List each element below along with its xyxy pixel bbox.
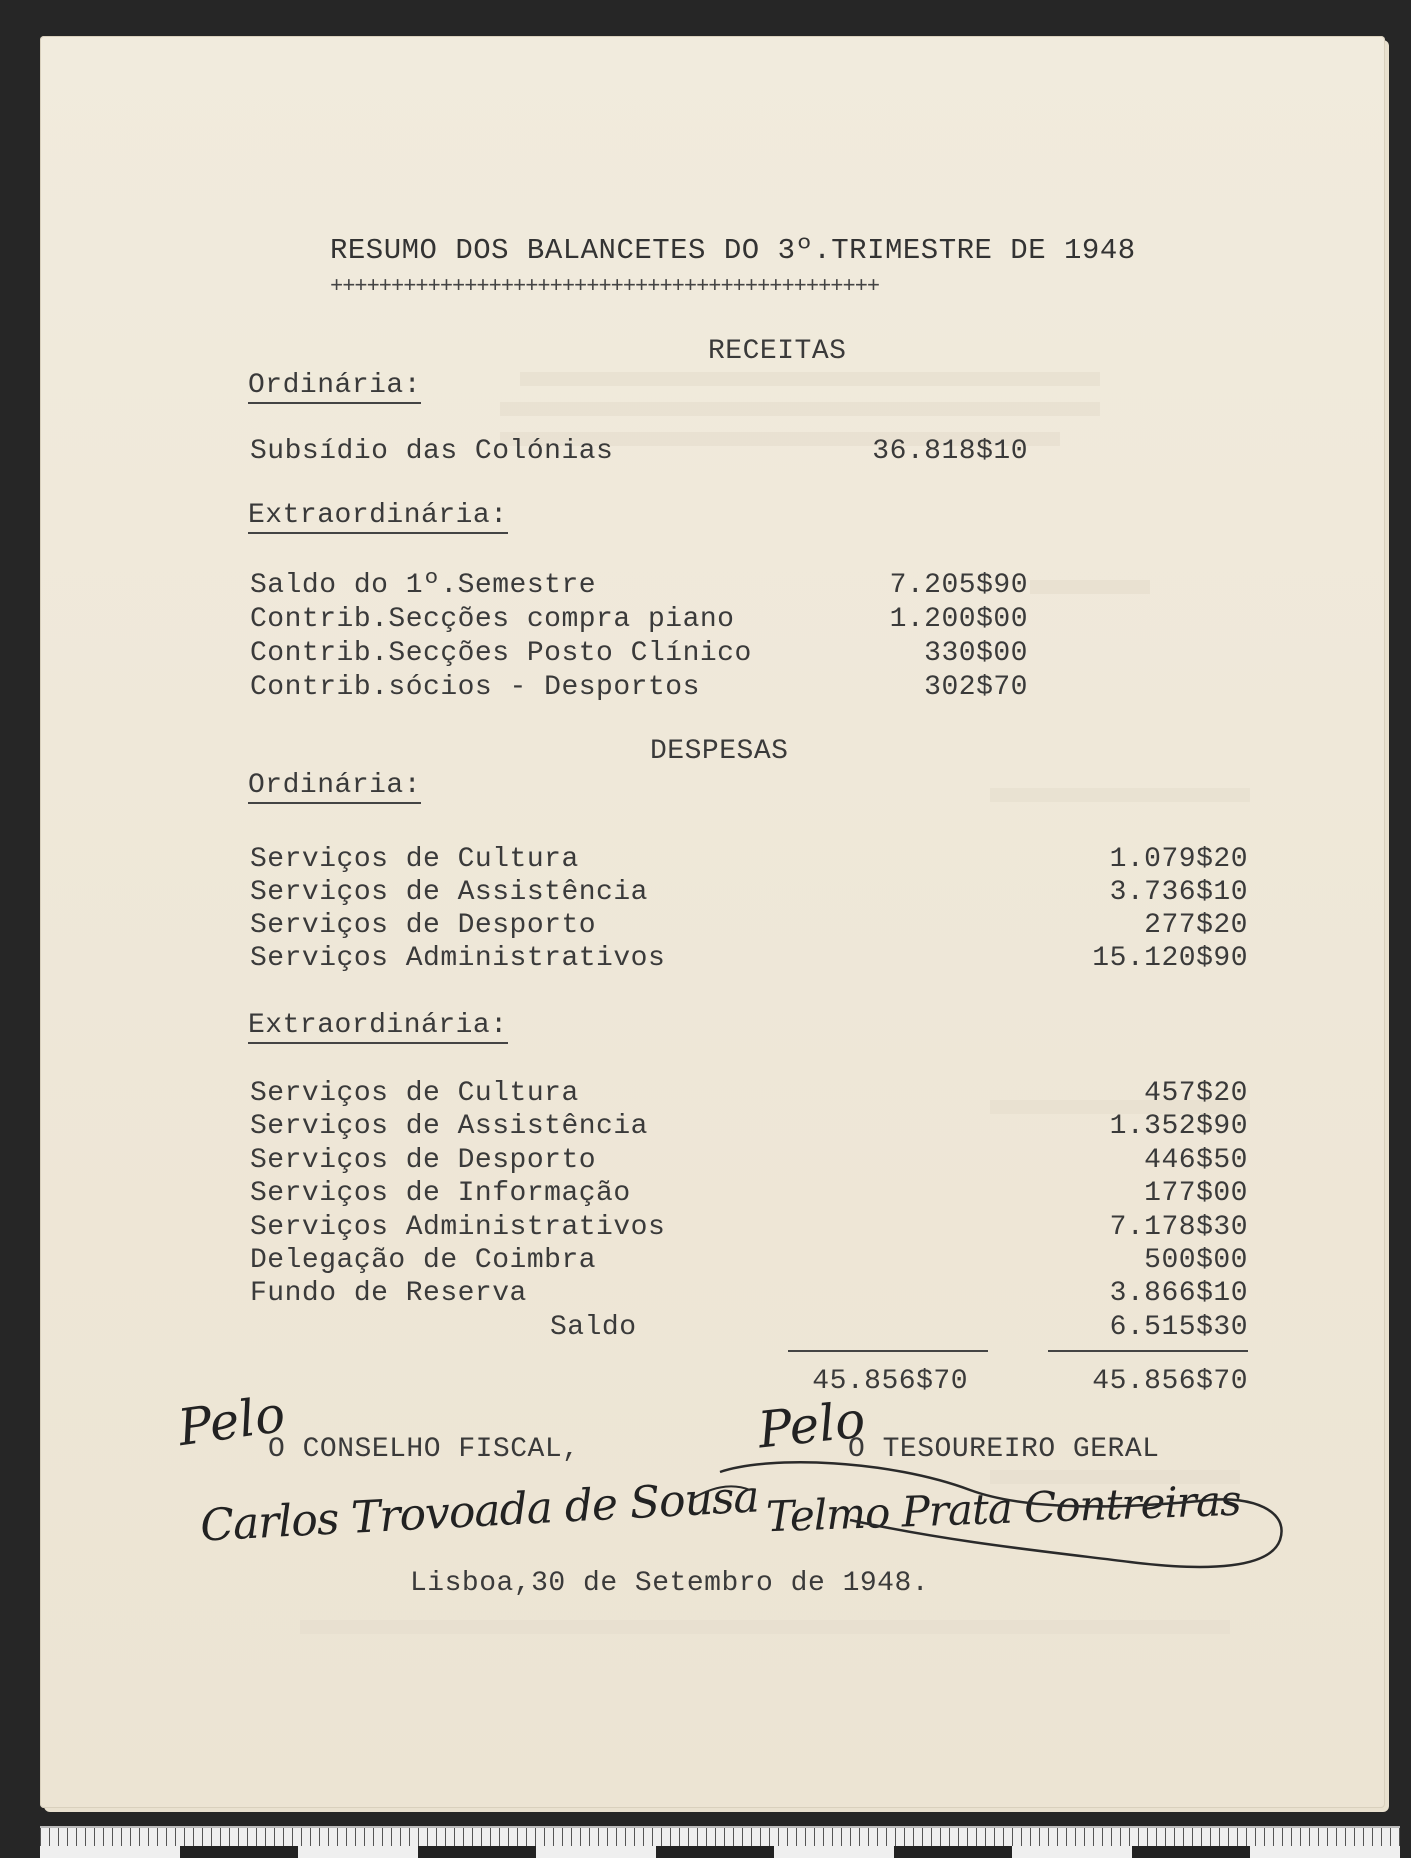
row-amount: 7.178$30 xyxy=(1109,1212,1248,1243)
row-desc: Serviços de Assistência xyxy=(250,1111,648,1142)
row-desc: Serviços de Assistência xyxy=(250,877,648,908)
row-desc: Serviços de Desporto xyxy=(250,1145,597,1176)
total-rule-despesas xyxy=(1048,1350,1248,1352)
row-desc: Saldo do 1º.Semestre xyxy=(250,570,597,601)
row-desc: Serviços de Cultura xyxy=(250,844,579,875)
row-desc: Serviços de Informação xyxy=(250,1178,631,1209)
page-title: RESUMO DOS BALANCETES DO 3º.TRIMESTRE DE 1948 xyxy=(330,234,1136,267)
total-receitas: 45.856$70 xyxy=(812,1366,968,1397)
receitas-extraordinaria-label: Extraordinária: xyxy=(248,502,508,534)
row-desc: Contrib.Secções compra piano xyxy=(250,604,735,635)
ruler-segment xyxy=(1132,1846,1250,1858)
row-amount: 446$50 xyxy=(1144,1145,1248,1176)
despesas-heading: DESPESAS xyxy=(650,736,789,767)
receitas-heading: RECEITAS xyxy=(708,336,847,367)
row-desc: Contrib.Secções Posto Clínico xyxy=(250,638,752,669)
row-amount: 7.205$90 xyxy=(889,570,1028,601)
receitas-ordinaria-label: Ordinária: xyxy=(248,372,421,404)
saldo-label: Saldo xyxy=(550,1312,637,1343)
signature-flourish xyxy=(690,1450,1300,1580)
scan-ruler xyxy=(40,1826,1400,1858)
ruler-segment xyxy=(418,1846,536,1858)
row-desc: Delegação de Coimbra xyxy=(250,1245,597,1276)
row-amount: 302$70 xyxy=(924,672,1028,703)
row-desc: Fundo de Reserva xyxy=(250,1278,527,1309)
ruler-ticks xyxy=(40,1828,1400,1846)
row-amount: 3.736$10 xyxy=(1109,877,1248,908)
row-amount: 1.352$90 xyxy=(1109,1111,1248,1142)
saldo-amount: 6.515$30 xyxy=(1109,1312,1248,1343)
place-and-date: Lisboa,30 de Setembro de 1948. xyxy=(410,1568,930,1599)
ruler-segment xyxy=(894,1846,1012,1858)
row-amount: 330$00 xyxy=(924,638,1028,669)
row-amount: 500$00 xyxy=(1144,1245,1248,1276)
row-amount: 457$20 xyxy=(1144,1078,1248,1109)
row-amount: 15.120$90 xyxy=(1092,943,1248,974)
despesas-ordinaria-label: Ordinária: xyxy=(248,772,421,804)
ruler-segment xyxy=(656,1846,774,1858)
total-rule-receitas xyxy=(788,1350,988,1352)
right-signature-role: O TESOUREIRO GERAL xyxy=(848,1434,1160,1465)
row-amount: 1.079$20 xyxy=(1109,844,1248,875)
right-signature-name: Telmo Prata Contreiras xyxy=(765,1475,1242,1542)
left-signature-role: O CONSELHO FISCAL, xyxy=(268,1434,580,1465)
left-signature-name: Carlos Trovoada de Sousa xyxy=(199,1471,760,1552)
row-amount: 277$20 xyxy=(1144,910,1248,941)
total-despesas: 45.856$70 xyxy=(1092,1366,1248,1397)
row-amount: 36.818$10 xyxy=(872,436,1028,467)
row-desc: Serviços Administrativos xyxy=(250,1212,666,1243)
row-amount: 1.200$00 xyxy=(889,604,1028,635)
row-desc: Serviços Administrativos xyxy=(250,943,666,974)
row-amount: 177$00 xyxy=(1144,1178,1248,1209)
despesas-extraordinaria-label: Extraordinária: xyxy=(248,1012,508,1044)
right-signature-prefix: Pelo xyxy=(755,1390,868,1460)
row-desc: Serviços de Desporto xyxy=(250,910,597,941)
row-desc: Subsídio das Colónias xyxy=(250,436,614,467)
row-amount: 3.866$10 xyxy=(1109,1278,1248,1309)
row-desc: Contrib.sócios - Desportos xyxy=(250,672,700,703)
left-signature-prefix: Pelo xyxy=(174,1384,289,1458)
row-desc: Serviços de Cultura xyxy=(250,1078,579,1109)
title-rule: +++++++++++++++++++++++++++++++++++++++++++++ xyxy=(330,274,880,299)
ruler-segment xyxy=(180,1846,298,1858)
